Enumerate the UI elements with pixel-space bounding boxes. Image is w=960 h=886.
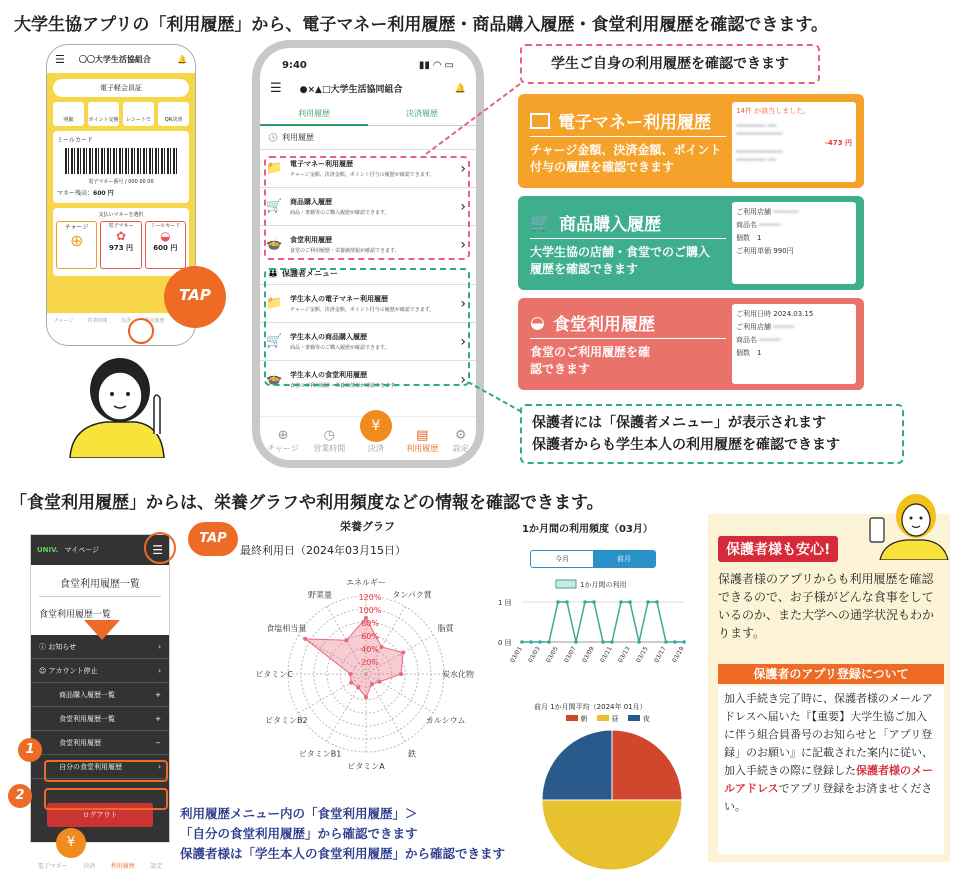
pie-chart: [540, 728, 684, 872]
legend-evening: [628, 714, 649, 724]
history-item-desc: 食堂のご利用履歴・栄養価情報が確認できます。: [290, 248, 400, 254]
freq-point: [529, 640, 533, 644]
status-time: 9:40: [282, 60, 307, 71]
web-menu-meal[interactable]: [31, 731, 169, 755]
pie-slice-朝: [612, 730, 682, 800]
radar-axis-label: 鉄: [408, 749, 416, 759]
guardian-body: [718, 686, 944, 854]
pie-title: 前月 1か月間平均（2024年 01月）: [534, 703, 647, 711]
instruction-line2: 「自分の食堂利用履歴」から確認できます: [180, 826, 418, 841]
mini-goods-l4: ご利用単価: [736, 247, 771, 255]
mini-meal-l4: 個数: [736, 349, 750, 357]
history-item-title: 電子マネー利用履歴: [290, 160, 353, 168]
freq-line: [522, 602, 684, 642]
legend-morning: [566, 714, 587, 724]
tap-badge: TAP: [164, 266, 226, 328]
card-emoney-desc: チャージ金額、決済金額、ポイント付与の履歴を確認できます: [530, 143, 722, 174]
small-tab-charge[interactable]: チャージ: [53, 318, 74, 324]
web-menu-meal-list-label: 食堂利用履歴一覧: [59, 714, 115, 723]
big-tab-pay-label: 決済: [367, 444, 384, 453]
card-emoney-title: [530, 108, 726, 133]
charge-button[interactable]: [56, 221, 97, 269]
web-menu-news-label: お知らせ: [48, 642, 77, 651]
history-item-title: 商品購入履歴: [290, 198, 332, 206]
radar-ring-label: 120%: [358, 593, 382, 602]
freq-point: [520, 640, 524, 644]
step1-highlight: [44, 760, 168, 782]
radar-axis-label: ビタミンB2: [265, 716, 308, 725]
guardian-callout-line: [466, 378, 526, 418]
freq-point: [565, 600, 569, 604]
freq-chart: [496, 576, 690, 676]
pay-panel: [53, 208, 189, 276]
small-org: 〇〇大学生活協組合: [78, 54, 151, 64]
small-tab-history[interactable]: 利用履歴: [144, 318, 165, 324]
bowl-icon: 🍲: [266, 372, 283, 387]
barcode-number: 電子マネー番号 / 000 00 00: [88, 179, 154, 185]
web-title: 食堂利用履歴一覧: [39, 575, 161, 597]
mini-meal-l2: ご利用店舗: [736, 323, 771, 331]
freq-ytick-0: 0 回: [498, 639, 512, 647]
legend-evening-label: 夜: [642, 715, 650, 723]
guardian-text: 保護者様のアプリからも利用履歴を確認できるので、お子様がどんな食事をしているのか、また大学への通学状況もわかります。: [718, 572, 935, 640]
clock-icon: ◷: [323, 428, 335, 443]
freq-tab-this[interactable]: 今月: [531, 551, 593, 567]
web-menu-own-meal-label: 自分の食堂利用履歴: [59, 762, 122, 771]
callout-guardian: [520, 404, 904, 464]
radar-point: [370, 682, 374, 686]
freq-point: [601, 640, 605, 644]
minus-icon: −: [155, 738, 161, 747]
card-meal-desc: 食堂のご利用履歴を確認できます: [530, 345, 651, 376]
freq-point: [655, 600, 659, 604]
receipt-icon: ▤: [416, 428, 429, 443]
radar-chart: [244, 570, 494, 790]
chevron-right-icon: ›: [460, 295, 466, 312]
instruction: [180, 804, 505, 864]
cart-icon: 🛒: [266, 199, 283, 214]
money-value: 600 円: [93, 190, 114, 197]
card-meal: [518, 298, 864, 390]
web-menu: [31, 635, 169, 872]
cart-icon: 🛒: [530, 212, 552, 233]
web-subtitle: 食堂利用履歴一覧: [39, 610, 112, 620]
freq-tabs: [530, 550, 656, 568]
gear-icon: ⚙: [454, 428, 467, 443]
radar-point: [356, 686, 360, 690]
big-tab-history[interactable]: [406, 428, 438, 454]
web-menu-meal-label: 食堂利用履歴: [59, 738, 101, 747]
mini-meal-v4: 1: [757, 349, 762, 357]
guardian-badge: 保護者様も安心!: [718, 536, 838, 562]
small-tab-pay[interactable]: 決済: [120, 318, 131, 324]
section-guardian-label: 保護者メニュー: [281, 269, 338, 278]
emoney-button[interactable]: [100, 221, 141, 269]
mini-emoney: 14件 が該当しました。 ━━━━━━━ ━━ ━━━━━━━━━━━ -473 円 ━━━━━━━━━━━ ━━━━━━━ ━━: [732, 102, 856, 182]
mini-meal-l3: 商品名: [736, 336, 757, 344]
history-item-desc: チャージ金額、決済金額、ポイント付与の履歴が確認できます。: [290, 172, 435, 178]
chevron-right-icon: ›: [158, 642, 161, 651]
meal-button[interactable]: [145, 221, 186, 269]
mini-meal-v1: 2024.03.15: [773, 310, 814, 318]
history-item-title: 食堂利用履歴: [290, 236, 332, 244]
money-label: マネー残高：: [57, 190, 94, 197]
guardian-body-pre: 加入手続き完了時に、保護者様のメールアドレスへ届いた『【重要】大学生協ご加入に伴う組合員番号のお知らせと「アプリ登録」のお願い』に記載された案内に従い、加入手続きの際に登録した: [724, 692, 933, 777]
person-illustration: [56, 346, 176, 458]
pie-slice-夜: [542, 730, 612, 800]
freq-point: [556, 600, 560, 604]
freq-point: [646, 600, 650, 604]
freq-xtick: 03/19: [671, 645, 686, 664]
web-tab-pay[interactable]: 決済: [83, 863, 96, 870]
freq-xtick: 03/17: [653, 645, 668, 664]
wallet-icon: [530, 113, 550, 129]
big-org: ●×▲□大学生活協同組合: [299, 85, 403, 95]
big-tab-settings-label: 設定: [452, 444, 469, 453]
big-tab-hours-label: 営業時間: [313, 444, 346, 453]
bell-icon[interactable]: 🔔: [177, 54, 187, 64]
freq-point: [664, 640, 668, 644]
big-tab-charge[interactable]: [267, 428, 299, 454]
guardian-item-desc: 商品・書籍等のご購入履歴が確認できます。: [290, 345, 390, 351]
mini-emoney-head: 14件 が該当しました。: [736, 107, 811, 115]
radar-point: [399, 672, 403, 676]
info-icon: ⓘ: [39, 642, 46, 651]
freq-xtick: 03/11: [599, 645, 614, 664]
card-meal-title: [530, 310, 726, 335]
radar-axis-label: 炭水化物: [442, 670, 474, 679]
radar-point: [348, 672, 352, 676]
freq-legend-swatch: [556, 580, 576, 588]
radar-axis-label: 食塩相当量: [266, 624, 307, 633]
quick-1[interactable]: 明細: [53, 102, 84, 126]
highlight-guardian: [264, 268, 470, 386]
freq-xtick: 03/09: [581, 645, 596, 664]
chevron-right-icon: ›: [460, 371, 466, 388]
hamburger-icon[interactable]: ☰: [152, 543, 163, 557]
radar-axis-label: 野菜量: [308, 590, 332, 600]
chevron-right-icon: ›: [460, 236, 466, 253]
radar-axis-label: カルシウム: [425, 716, 466, 725]
chevron-right-icon: ›: [158, 666, 161, 675]
mini-emoney-amount: -473 円: [825, 139, 852, 147]
freq-xtick: 03/13: [617, 645, 632, 664]
freq-xtick: 03/01: [509, 645, 524, 664]
mini-goods-l1: ご利用店舗: [736, 208, 771, 216]
freq-point: [628, 600, 632, 604]
hamburger-highlight: [144, 532, 176, 564]
callout-line: [420, 80, 530, 160]
freq-point: [538, 640, 542, 644]
user-icon: ☺: [39, 666, 47, 675]
freq-point: [673, 640, 677, 644]
callout-student: 学生ご自身の利用履歴を確認できます: [520, 44, 820, 84]
mini-goods-l2: 商品名: [736, 221, 757, 229]
plus-icon: +: [155, 690, 161, 699]
tab-history[interactable]: 利用履歴: [260, 108, 368, 126]
radar-last-used: 最終利用日（2024年03月15日）: [240, 544, 406, 557]
guardian-item-title: 学生本人の食堂利用履歴: [290, 371, 367, 379]
instruction-line3: 保護者様は「学生本人の食堂利用履歴」から確認できます: [180, 846, 506, 861]
card-panel: [53, 131, 189, 203]
big-tab-pay[interactable]: [360, 410, 392, 454]
big-tab-history-label: 利用履歴: [406, 444, 439, 453]
meal-value: 600 円: [153, 244, 178, 252]
chevron-right-icon: ›: [460, 198, 466, 215]
history-item-desc: 商品・書籍等のご購入履歴が確認できます。: [290, 210, 390, 216]
logout-button[interactable]: ログアウト: [47, 803, 153, 827]
section-history-label: 利用履歴: [281, 133, 314, 142]
radar-point: [303, 637, 307, 641]
guardian-body-red: 保護者様のメールアドレス: [724, 764, 933, 795]
tap-highlight-ring: [128, 318, 154, 344]
freq-xtick: 03/05: [545, 645, 560, 664]
top-heading: 大学生協アプリの「利用履歴」から、電子マネー利用履歴・商品購入履歴・食堂利用履歴を確認できます。: [14, 15, 828, 35]
plus-icon: ⊕: [69, 231, 84, 250]
freq-point: [610, 640, 614, 644]
radar-ring-label: 60%: [361, 632, 379, 641]
card-emoney: [518, 94, 864, 188]
callout-guardian-line2: 保護者からも学生本人の利用履歴を確認できます: [532, 437, 840, 453]
guardian-body-post: でアプリ登録をお済ませください。: [724, 782, 933, 813]
clock-icon: 🕓: [268, 133, 278, 142]
radar-point: [401, 651, 405, 655]
charge-label: チャージ: [64, 224, 89, 231]
web-mypage[interactable]: マイページ: [64, 546, 100, 554]
web-tabbar: [30, 842, 170, 872]
step1-badge: 1: [18, 738, 42, 762]
menu-icon[interactable]: ☰: [55, 52, 65, 66]
radar-ring-label: 80%: [361, 619, 379, 628]
folder-icon: 📁: [266, 296, 283, 311]
mini-goods-l3: 個数: [736, 234, 750, 242]
radar-point: [364, 695, 368, 699]
web-tab-settings[interactable]: 設定: [150, 863, 163, 870]
quick-2[interactable]: ポイント交換: [88, 102, 119, 126]
bell-icon[interactable]: 🔔: [454, 83, 466, 94]
guardian-sub-header: 保護者のアプリ登録について: [718, 664, 944, 684]
web-menu-goods[interactable]: [31, 683, 169, 707]
freq-point: [547, 640, 551, 644]
radar-point: [380, 645, 384, 649]
radar-axis-label: エネルギー: [346, 578, 386, 587]
card-emoney-title-text: 電子マネー利用履歴: [558, 113, 711, 133]
radar-axis-label: ビタミンA: [347, 762, 385, 771]
folder-icon: 📁: [266, 161, 283, 176]
web-menu-account[interactable]: [31, 659, 169, 683]
tab-settlement[interactable]: 決済履歴: [368, 108, 476, 126]
radar-series: [305, 618, 403, 698]
legend-morning-label: 朝: [580, 715, 588, 723]
guardian-box: [708, 514, 950, 862]
emoney-label: 電子マネー: [108, 223, 134, 229]
pay-title: 支払いマネーを選択: [98, 212, 144, 218]
guardian-illustration: [862, 488, 952, 560]
step2-highlight: [44, 788, 168, 810]
chevron-right-icon: ›: [158, 762, 161, 771]
status-bar: [260, 48, 476, 71]
big-tab-charge-label: チャージ: [267, 444, 299, 453]
big-tab-hours[interactable]: [313, 428, 345, 454]
card-label: ミールカード: [57, 137, 93, 144]
web-screenshot: [30, 534, 170, 872]
meal-label: ミールカード: [150, 223, 181, 229]
chevron-right-icon: ›: [460, 160, 466, 177]
family-icon: 👪: [268, 269, 278, 278]
bowl-icon: ◒: [160, 229, 171, 243]
radar-axis-label: ビタミンC: [255, 670, 293, 679]
radar-point: [345, 638, 349, 642]
card-goods-desc: 大学生協の店舗・食堂でのご購入履歴を確認できます: [530, 245, 711, 276]
radar-point: [378, 680, 382, 684]
web-menu-goods-label: 商品購入履歴一覧: [59, 690, 115, 699]
step2-badge: 2: [8, 784, 32, 808]
small-phone-header: [47, 45, 195, 73]
card-goods: [518, 196, 864, 290]
radar-axis-label: タンパク質: [392, 590, 432, 600]
radar-point: [349, 681, 353, 685]
guardian-item-title: 学生本人の商品購入履歴: [290, 333, 367, 341]
web-menu-account-label: アカウント停止: [48, 666, 98, 675]
radar-title: 栄養グラフ: [340, 520, 395, 533]
emoney-value: 973 円: [108, 244, 134, 252]
guardian-item-desc: 食堂のご利用履歴・栄養価情報が確認できます。: [290, 383, 400, 389]
mini-goods: ご利用店舗 ━━━━━━ 商品名 ━━━━━ 個数 1 ご利用単価 990円: [732, 202, 856, 284]
guardian-item-desc: チャージ金額、決済金額、ポイント付与の履歴が確認できます。: [290, 307, 435, 313]
freq-tab-last[interactable]: 前月: [593, 551, 655, 567]
freq-point: [637, 640, 641, 644]
web-tab-history[interactable]: 利用履歴: [110, 863, 135, 870]
radar-axis-label: 脂質: [437, 624, 454, 633]
big-tab-settings[interactable]: [453, 428, 469, 454]
card-meal-title-text: 食堂利用履歴: [552, 315, 655, 335]
radar-ring-label: 20%: [361, 658, 379, 667]
pie-slice-昼: [542, 800, 682, 870]
univ-logo-icon: UNIV.: [37, 546, 59, 554]
freq-legend-label: 1か月間の利用: [580, 581, 627, 589]
freq-xtick: 03/15: [635, 645, 650, 664]
highlight-history: [264, 156, 470, 260]
freq-xtick: 03/03: [527, 645, 542, 664]
menu-icon[interactable]: ☰: [270, 81, 282, 96]
tap2-badge: TAP: [188, 522, 238, 556]
web-menu-meal-list[interactable]: [31, 707, 169, 731]
web-tab-emoney[interactable]: 電子マネー: [37, 863, 68, 870]
mini-meal-l1: ご利用日時: [736, 310, 771, 318]
mini-goods-v4: 990円: [773, 247, 794, 255]
bowl-icon: 🍲: [266, 237, 283, 252]
radar-ring-label: 40%: [361, 645, 379, 654]
freq-point: [592, 600, 596, 604]
quick-4[interactable]: QR決済: [158, 102, 189, 126]
bowl-icon: ◒: [530, 312, 545, 333]
signal-icon: ▮▮ ◠ ▭: [418, 60, 454, 71]
mini-meal: ご利用日時 2024.03.15 ご利用店舗 ━━━━━ 商品名 ━━━━━ 個数 1: [732, 304, 856, 384]
plus-icon: ⊕: [277, 428, 289, 443]
mini-goods-v3: 1: [757, 234, 762, 242]
freq-point: [682, 640, 686, 644]
radar-axis-label: ビタミンB1: [298, 749, 342, 759]
barcode: [65, 148, 177, 174]
freq-point: [574, 640, 578, 644]
mid-heading: 「食堂利用履歴」からは、栄養グラフや利用頻度などの情報を確認できます。: [10, 493, 604, 513]
down-arrow-icon: [84, 620, 120, 642]
big-tabbar: [260, 416, 476, 460]
guardian-item-title: 学生本人の電子マネー利用履歴: [290, 295, 388, 303]
gift-icon: ✿: [115, 229, 127, 243]
cart-icon: 🛒: [266, 334, 283, 349]
freq-ytick-1: 1 回: [498, 599, 512, 607]
banner[interactable]: 電子軽会員証: [53, 79, 189, 97]
instruction-line1: 利用履歴メニュー内の「食堂利用履歴」＞: [180, 806, 418, 821]
quick-3[interactable]: レシートで: [123, 102, 154, 126]
yen-icon: ¥: [360, 410, 392, 442]
freq-point: [619, 600, 623, 604]
card-goods-title-text: 商品購入履歴: [559, 215, 662, 235]
freq-xtick: 03/07: [563, 645, 578, 664]
small-tab-hours[interactable]: 営業時間: [87, 318, 108, 324]
card-goods-title: [530, 210, 726, 235]
callout-guardian-line1: 保護者には「保護者メニュー」が表示されます: [532, 415, 826, 431]
freq-point: [583, 600, 587, 604]
plus-icon: +: [155, 714, 161, 723]
legend-noon: [597, 714, 618, 724]
radar-ring-label: 100%: [358, 606, 382, 615]
yen-icon: ¥: [56, 828, 86, 858]
pie-legend: [566, 714, 650, 724]
legend-noon-label: 昼: [611, 715, 619, 723]
chevron-right-icon: ›: [460, 333, 466, 350]
freq-title: 1か月間の利用頻度（03月）: [522, 524, 653, 535]
